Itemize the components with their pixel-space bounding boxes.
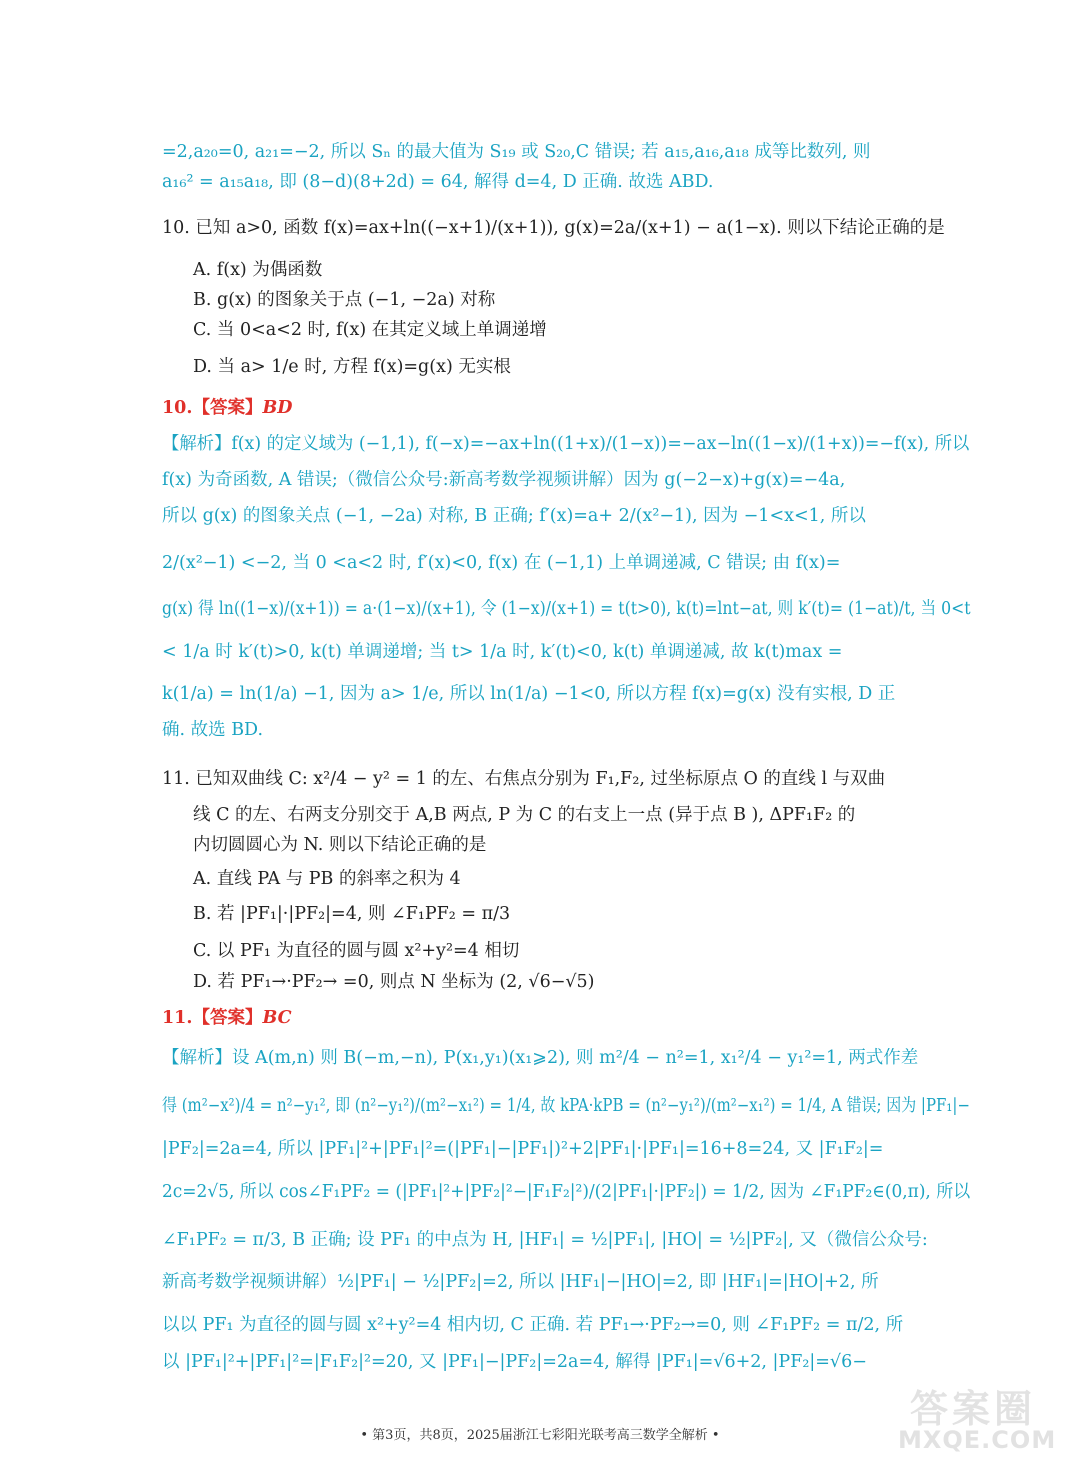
q11-analysis-line-4: 2c=2√5, 所以 cos∠F₁PF₂ = (|PF₁|²+|PF₂|²−|F₁F₂|²)/(2|PF₁|·|PF₂|) = 1/2, 因为 ∠F₁PF₂∈(0,π), 所以 (162, 1182, 971, 1202)
q10-analysis-line-4: 2/(x²−1) <−2, 当 0 <a<2 时, f′(x)<0, f(x) 在 (−1,1) 上单调递减, C 错误; 由 f(x)= (162, 553, 841, 573)
q11-analysis-line-8: 以 |PF₁|²+|PF₁|²=|F₁F₂|²=20, 又 |PF₁|−|PF₂|=2a=4, 解得 |PF₁|=√6+2, |PF₂|=√6− (162, 1352, 867, 1372)
q10-option-b: B. g(x) 的图象关于点 (−1, −2a) 对称 (193, 290, 496, 310)
q11-analysis-line-6: 新高考数学视频讲解）½|PF₁| − ½|PF₂|=2, 所以 |HF₁|−|HO|=2, 即 |HF₁|=|HO|+2, 所 (162, 1272, 879, 1292)
q10-option-a: A. f(x) 为偶函数 (193, 260, 323, 280)
q11-option-c: C. 以 PF₁ 为直径的圆与圆 x²+y²=4 相切 (193, 941, 520, 961)
q11-answer-value: BC (262, 1008, 292, 1028)
watermark-bottom-text: MXQE.COM (898, 1426, 1057, 1454)
q10-option-c: C. 当 0<a<2 时, f(x) 在其定义域上单调递增 (193, 320, 547, 340)
q10-analysis-line-7: k(1/a) = ln(1/a) −1, 因为 a> 1/e, 所以 ln(1/a) −1<0, 所以方程 f(x)=g(x) 没有实根, D 正 (162, 684, 896, 704)
q11-analysis-line-5: ∠F₁PF₂ = π/3, B 正确; 设 PF₁ 的中点为 H, |HF₁| = ½|PF₁|, |HO| = ½|PF₂|, 又（微信公众号: (162, 1230, 928, 1250)
q10-analysis-line-6: < 1/a 时 k′(t)>0, k(t) 单调递增; 当 t> 1/a 时, k′(t)<0, k(t) 单调递减, 故 k(t)max = (162, 642, 843, 662)
q10-analysis-line-1: 【解析】f(x) 的定义域为 (−1,1), f(−x)=−ax+ln((1+x)/(1−x))=−ax−ln((1−x)/(1+x))=−f(x), 所以 (162, 434, 970, 454)
q10-analysis-line-2: f(x) 为奇函数, A 错误;（微信公众号:新高考数学视频讲解）因为 g(−2−x)+g(x)=−4a, (162, 470, 846, 490)
q11-option-a: A. 直线 PA 与 PB 的斜率之积为 4 (193, 869, 461, 889)
q11-stem-line-3: 内切圆圆心为 N. 则以下结论正确的是 (193, 835, 487, 855)
q10-analysis-line-3: 所以 g(x) 的图象关点 (−1, −2a) 对称, B 正确; f′(x)=a+ 2/(x²−1), 因为 −1<x<1, 所以 (162, 506, 866, 526)
q10-analysis-line-5: g(x) 得 ln((1−x)/(x+1)) = a·(1−x)/(x+1), 令 (1−x)/(x+1) = t(t>0), k(t)=lnt−at, 则 k′(t)= (1−at)/t, 当 0<t (162, 599, 971, 619)
q11-analysis-line-3: |PF₂|=2a=4, 所以 |PF₁|²+|PF₁|²=(|PF₁|−|PF₁|)²+2|PF₁|·|PF₁|=16+8=24, 又 |F₁F₂|= (162, 1139, 884, 1159)
q10-analysis-line-8: 确. 故选 BD. (162, 720, 264, 740)
watermark-top-text: 答案圈 (910, 1387, 1037, 1431)
q11-analysis-line-2: 得 (m²−x²)/4 = n²−y₁², 即 (n²−y₁²)/(m²−x₁²) = 1/4, 故 kPA·kPB = (n²−y₁²)/(m²−x₁²) = 1/4, A 错误; 因为 |PF₁|− (162, 1096, 970, 1116)
carryover-line-1: =2,a₂₀=0, a₂₁=−2, 所以 Sₙ 的最大值为 S₁₉ 或 S₂₀,C 错误; 若 a₁₅,a₁₆,a₁₈ 成等比数列, 则 (162, 142, 871, 162)
q10-answer-label: 10.【答案】 (162, 398, 263, 418)
q10-stem: 10. 已知 a>0, 函数 f(x)=ax+ln((−x+1)/(x+1)), g(x)=2a/(x+1) − a(1−x). 则以下结论正确的是 (162, 218, 945, 238)
q11-analysis-line-1: 【解析】设 A(m,n) 则 B(−m,−n), P(x₁,y₁)(x₁⩾2), 则 m²/4 − n²=1, x₁²/4 − y₁²=1, 两式作差 (162, 1048, 919, 1068)
q11-option-d: D. 若 PF₁→·PF₂→ =0, 则点 N 坐标为 (2, √6−√5) (193, 972, 595, 992)
watermark-logo (890, 1378, 1070, 1458)
q11-stem-line-2: 线 C 的左、右两支分别交于 A,B 两点, P 为 C 的右支上一点 (异于点 B ), ΔPF₁F₂ 的 (193, 805, 856, 825)
page-footer: • 第3页，共8页，2025届浙江七彩阳光联考高三数学全解析 • (360, 1428, 720, 1443)
q10-answer (162, 396, 292, 420)
q11-option-b: B. 若 |PF₁|·|PF₂|=4, 则 ∠F₁PF₂ = π/3 (193, 904, 511, 924)
q11-analysis-line-7: 以以 PF₁ 为直径的圆与圆 x²+y²=4 相内切, C 正确. 若 PF₁→·PF₂→=0, 则 ∠F₁PF₂ = π/2, 所 (162, 1315, 904, 1335)
q10-option-d: D. 当 a> 1/e 时, 方程 f(x)=g(x) 无实根 (193, 357, 511, 377)
carryover-line-2: a₁₆² = a₁₅a₁₈, 即 (8−d)(8+2d) = 64, 解得 d=4, D 正确. 故选 ABD. (162, 172, 714, 192)
q11-answer (162, 1006, 292, 1030)
q11-answer-label: 11.【答案】 (162, 1008, 263, 1028)
q10-answer-value: BD (262, 398, 293, 418)
q11-stem-line-1: 11. 已知双曲线 C: x²/4 − y² = 1 的左、右焦点分别为 F₁,F₂, 过坐标原点 O 的直线 l 与双曲 (162, 769, 886, 789)
